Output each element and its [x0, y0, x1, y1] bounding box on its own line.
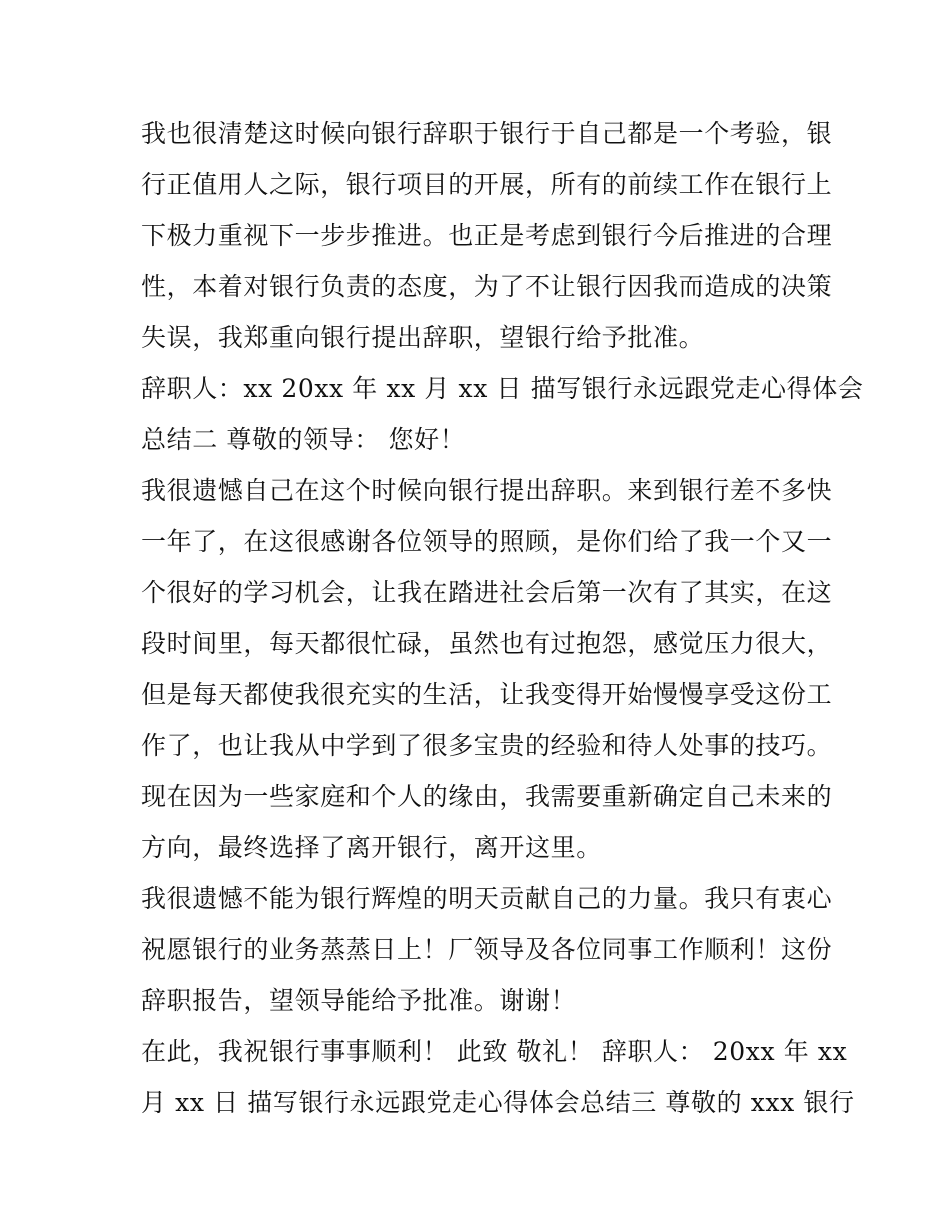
text-line: 方向，最终选择了离开银行，离开这里。	[141, 833, 602, 862]
text-line: 但是每天都使我很充实的生活，让我变得开始慢慢享受这份工	[141, 680, 833, 709]
text-line: 个很好的学习机会，让我在踏进社会后第一次有了其实，在这	[141, 578, 833, 607]
text-line: 辞职人：xx 20xx 年 xx 月 xx 日 描写银行永远跟党走心得体会	[141, 374, 864, 403]
text-line: 总结二 尊敬的领导： 您好！	[141, 425, 466, 454]
paragraph-4	[141, 873, 833, 1026]
text-line: 我很遗憾不能为银行辉煌的明天贡献自己的力量。我只有衷心	[141, 884, 833, 913]
text-line: 在此，我祝银行事事顺利！ 此致 敬礼！ 辞职人： 20xx 年 xx	[141, 1037, 848, 1066]
paragraph-3	[141, 465, 833, 873]
text-line: 失误，我郑重向银行提出辞职，望银行给予批准。	[141, 323, 705, 352]
paragraph-2	[141, 363, 864, 465]
text-line: 一年了，在这很感谢各位领导的照顾，是你们给了我一个又一	[141, 527, 833, 556]
text-line: 性，本着对银行负责的态度，为了不让银行因我而造成的决策	[141, 272, 833, 301]
text-line: 祝愿银行的业务蒸蒸日上！厂领导及各位同事工作顺利！这份	[141, 935, 833, 964]
text-line: 作了，也让我从中学到了很多宝贵的经验和待人处事的技巧。	[141, 731, 833, 760]
text-line: 行正值用人之际，银行项目的开展，所有的前续工作在银行上	[141, 170, 833, 199]
paragraph-5	[141, 1026, 855, 1128]
text-line: 现在因为一些家庭和个人的缘由，我需要重新确定自己未来的	[141, 782, 833, 811]
text-line: 辞职报告，望领导能给予批准。谢谢！	[141, 986, 577, 1015]
text-line: 段时间里，每天都很忙碌，虽然也有过抱怨，感觉压力很大，	[141, 629, 833, 658]
text-line: 我也很清楚这时候向银行辞职于银行于自己都是一个考验，银	[141, 119, 833, 148]
paragraph-1	[141, 108, 833, 363]
text-line: 月 xx 日 描写银行永远跟党走心得体会总结三 尊敬的 xxx 银行	[141, 1088, 855, 1117]
document-body	[141, 108, 864, 1128]
text-line: 我很遗憾自己在这个时候向银行提出辞职。来到银行差不多快	[141, 476, 833, 505]
text-line: 下极力重视下一步步推进。也正是考虑到银行今后推进的合理	[141, 221, 833, 250]
